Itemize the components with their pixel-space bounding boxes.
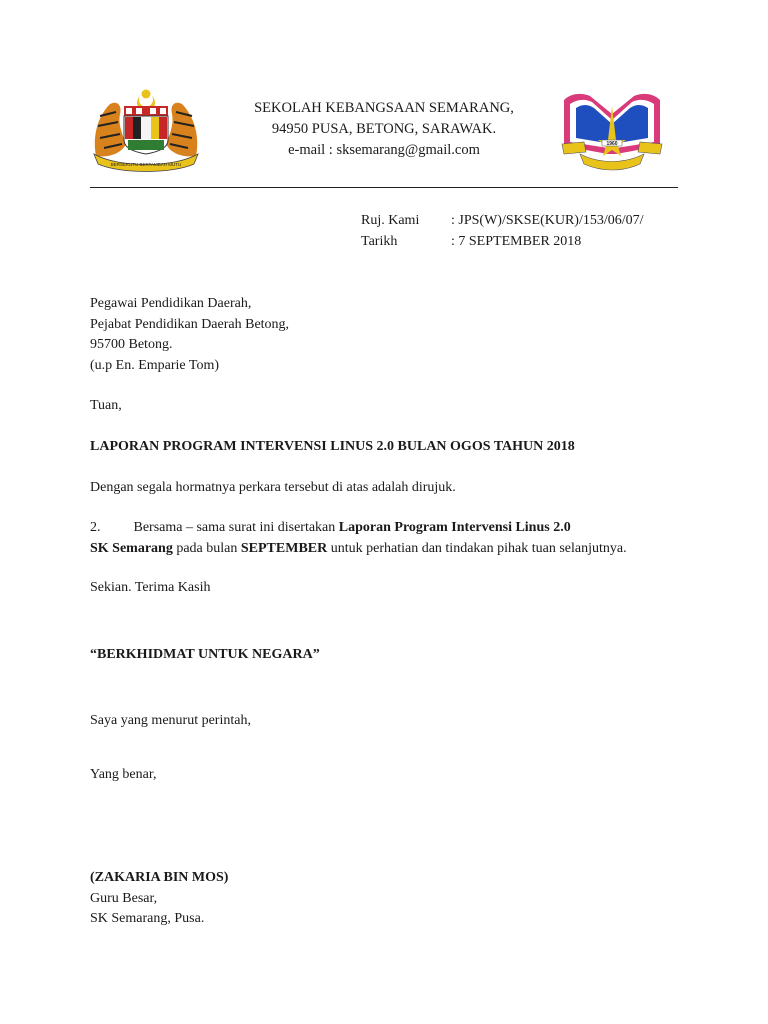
closing-line: Sekian. Terima Kasih xyxy=(90,580,211,595)
tarikh-label: Tarikh xyxy=(361,234,398,249)
paragraph-2-line-2 xyxy=(90,541,627,557)
left-crest-motto: BERSEKUTU BERTAMBAH MUTU xyxy=(110,162,182,167)
saya-line: Saya yang menurut perintah, xyxy=(90,713,251,728)
school-emblem-logo xyxy=(560,80,664,172)
school-short-name: SK Semarang xyxy=(90,541,173,556)
malaysia-coat-of-arms-logo xyxy=(88,86,204,172)
recipient-line: Pegawai Pendidikan Daerah, xyxy=(90,296,252,311)
motto: “BERKHIDMAT UNTUK NEGARA” xyxy=(90,647,320,662)
paragraph-2-text: untuk perhatian dan tindakan pihak tuan selanjutnya. xyxy=(327,541,627,556)
yang-benar-line: Yang benar, xyxy=(90,767,157,782)
school-name: SEKOLAH KEBANGSAAN SEMARANG, xyxy=(254,100,514,116)
letterhead-divider xyxy=(90,187,678,188)
recipient-line: (u.p En. Emparie Tom) xyxy=(90,358,220,373)
ruj-label: Ruj. Kami xyxy=(361,213,420,228)
signatory-school: SK Semarang, Pusa. xyxy=(90,911,205,926)
signatory-name: (ZAKARIA BIN MOS) xyxy=(90,870,229,885)
month-name: SEPTEMBER xyxy=(240,541,328,556)
tarikh-value: : 7 SEPTEMBER 2018 xyxy=(451,234,582,249)
paragraph-2-bold: Laporan Program Intervensi Linus 2.0 xyxy=(338,520,571,535)
paragraph-2-line-1 xyxy=(90,520,571,536)
right-crest-year: 1960 xyxy=(606,141,618,147)
paragraph-2-text: Bersama – sama surat ini disertakan xyxy=(133,520,339,535)
paragraph-2-text: pada bulan xyxy=(172,541,241,556)
school-address: 94950 PUSA, BETONG, SARAWAK. xyxy=(271,121,497,137)
recipient-line: Pejabat Pendidikan Daerah Betong, xyxy=(90,317,290,332)
paragraph-number: 2. xyxy=(90,520,101,535)
signatory-title: Guru Besar, xyxy=(90,891,158,906)
paragraph-1: Dengan segala hormatnya perkara tersebut di atas adalah dirujuk. xyxy=(90,480,456,495)
ruj-value: : JPS(W)/SKSE(KUR)/153/06/07/ xyxy=(451,213,644,228)
recipient-line: 95700 Betong. xyxy=(90,337,173,352)
school-email: e-mail : sksemarang@gmail.com xyxy=(288,142,480,158)
salutation: Tuan, xyxy=(90,398,122,413)
subject-heading: LAPORAN PROGRAM INTERVENSI LINUS 2.0 BULAN OGOS TAHUN 2018 xyxy=(90,439,575,454)
